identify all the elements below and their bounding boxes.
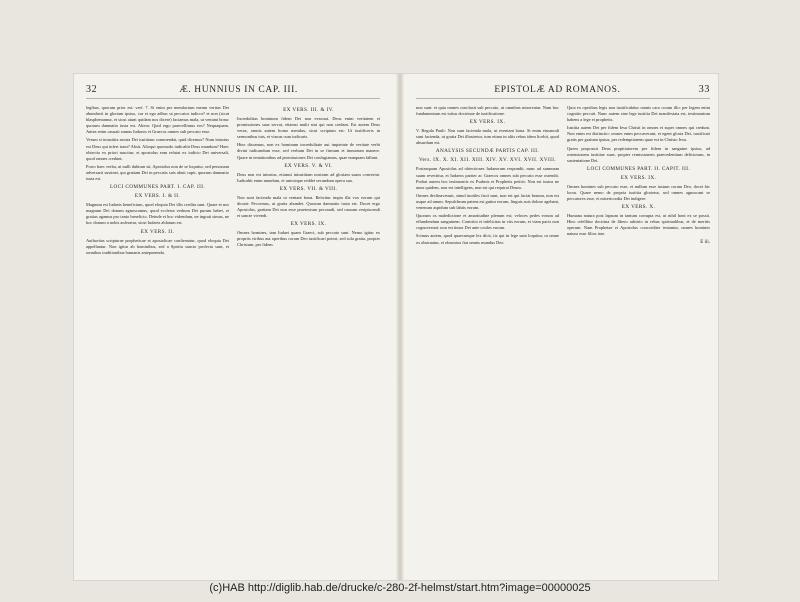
section-heading: EX VERS. IX. (290, 221, 327, 228)
left-running-title: Æ. HUNNIUS IN CAP. III. (179, 85, 298, 95)
left-page-number: 32 (86, 84, 98, 95)
image-credit-caption: (c)HAB http://diglib.hab.de/drucke/c-280-2f-helmst/start.htm?image=00000025 (209, 582, 591, 594)
text-paragraph: Omnes homines, tam Iudaei quam Graeci, sub peccato sunt. Nemo igitur ex propriis viribus aut operibus coram Deo iustificari potest, sed sola gratia, propter Christum, per fidem. (237, 230, 380, 248)
section-heading: EX VERS. VII. & VIII. (279, 185, 338, 192)
text-paragraph: Quorum os maledictione et amaritudine plenum est; veloces pedes eorum ad effundendum sanguinem. Contritio et infelicitas in viis eorum, et viam pacis non cognoverunt: non est timor Dei ante oculos eorum. (416, 213, 559, 231)
text-paragraph: Authoritas scripturae propheticae et apostolicae confirmatur, quod eloquia Dei appellantur. Non igitur ab hominibus, sed a Spiritu sancto profecta sunt, et omnibus traditionibus humanis anteponenda. (86, 237, 229, 255)
text-paragraph: legibus, quorum prior est: verf. 7. Si enim per mendacium meum veritas Dei abundavit in gloriam ipsius, cur et ego adhuc ut peccator iudicor? et non (sicut blasphemamur, et sicut aiunt quidam nos dicere) faciamus mala, ut veniant bona: quorum damnatio iusta est. Altera: Quid ergo praecellimus eos? Nequaquam. Antea enim causati sumus Iudaeos et Graecos omnes sub peccato esse. (86, 105, 229, 135)
left-page (74, 74, 392, 580)
text-paragraph: Omnes homines sub peccato esse, et nullum esse iustum coram Deo, docet hic locus. Quare nemo de propria iustitia glorietur, sed omnes agnoscant se peccatores esse, et misericordia Dei indigere. (567, 183, 710, 202)
section-heading: LOCI COMMUNES PART. I. CAP. III. (109, 184, 206, 191)
text-paragraph: Magnum est Iudaeis beneficium, quod eloquia Dei illis credita sunt. Quare et nos magnum Dei donum agnoscamus, quod ecclesia verbum Dei purum habet, et gratias agamus pro tanto beneficio. Deinde et hoc videndum, ne ingrati simus, ne hoc donum a nobis auferatur, sicut Iudaeis ablatum est. (86, 202, 229, 226)
right-running-title: EPISTOLÆ AD ROMANOS. (494, 85, 621, 95)
text-paragraph: Posteaquam Apostolus ad obiectiones Iudaeorum respondit, nunc ad summam suam revertitur, et Iudaeos pariter ac Graecos omnes sub peccato esse ostendit. Probat autem hoc testimoniis ex Psalmis et Prophetis petitis: Non est iustus ne unus quidem, non est intelligens, non est qui requirat Deum. (416, 166, 559, 190)
text-paragraph: V. Regula Pauli: Non sunt facienda mala, ut eveniant bona. Si enim eiusmodi sunt facienda, ut gratia Dei illustretur, tum etiam in aliis rebus idem licebit, quod absurdum est. (416, 128, 559, 146)
section-heading: Vers. IX. X. XI. XII. XIII. XIV. XV. XVI. XVII. XVIII. (418, 157, 557, 164)
right-columns (416, 105, 710, 575)
book-gutter (396, 74, 404, 580)
book-spread (74, 74, 718, 580)
text-paragraph: Quem proposuit Deus propitiatorem per fidem in sanguine ipsius, ad ostensionem iustitiae suae, propter remissionem praecedentium delictorum, in sustentatione Dei. (567, 145, 710, 163)
text-paragraph: Humana natura post lapsum in tantum corrupta est, ut nihil boni ex se possit. Hinc refellitur doctrina de libero arbitrio in rebus spiritualibus, et de meritis operum. Nam Prophetae et Apostolus concorditer testantur, omnes homines natura esse filios irae. (567, 213, 710, 237)
text-paragraph: Hinc discamus, non ex hominum incredulitate aut impietate de veritate verbi divini iudicandum esse, sed verbum Dei in se firmum et immotum manere. Quare in tentationibus ad promissiones Dei confugiamus, quae nunquam fallunt. (237, 142, 380, 160)
text-paragraph: Deus non est iniustus, etiamsi iniustitiam nostram ad gloriam suam convertat. Iudicabit enim mundum, et unicuique reddet secundum opera sua. (237, 171, 380, 183)
left-running-head (86, 84, 380, 99)
right-column-2 (567, 105, 710, 575)
section-heading: EX VERS. V. & VI. (284, 162, 333, 169)
left-columns (86, 105, 380, 575)
section-heading: EX VERS. X. (621, 204, 656, 211)
section-heading: EX VERS. IX. (469, 119, 506, 126)
right-page (404, 74, 722, 580)
text-paragraph: non sunt: et quia omnes conclusit sub peccato, ut omnibus misereatur. Nam hoc fundamentum est totius doctrinae de iustificatione. (416, 105, 559, 117)
section-heading: EX VERS. IX. (620, 174, 657, 181)
section-heading: EX VERS. II. (140, 228, 175, 235)
right-page-number: 33 (698, 84, 710, 95)
text-paragraph: Iustitia autem Dei per fidem Iesu Christi in omnes et super omnes qui credunt. Non enim est distinctio: omnes enim peccaverunt, et egent gloria Dei, iustificati gratis per gratiam ipsius, per redemptionem quae est in Christo Iesu. (567, 125, 710, 143)
text-paragraph: Omnes declinaverunt, simul inutiles facti sunt, non est qui faciat bonum, non est usque ad unum. Sepulchrum patens est guttur eorum, linguis suis dolose agebant, venenum aspidum sub labiis eorum. (416, 192, 559, 211)
text-paragraph: Quia ex operibus legis non iustificabitur omnis caro coram illo: per legem enim cognitio peccati. Nunc autem sine lege iustitia Dei manifestata est, testimonium habens a lege et prophetis. (567, 105, 710, 123)
text-paragraph: Non sunt facienda mala ut veniant bona. Reiicitur impia illa vox eorum qui dicunt: Peccemus, ut gratia abundet. Quorum damnatio iusta est. Docet ergo Apostolus, gratiam Dei non esse praetextum peccandi, sed causam resipiscendi et sancte vivendi. (237, 194, 380, 219)
right-column-1 (416, 105, 559, 575)
text-paragraph: Porro haec verba, ut nulli dubium sit, Apostolus non de se loquitur, sed personam adversarii sustinet, qui gratiam Dei in peccatis suis abuti cupit, quorum damnatio iusta est. (86, 163, 229, 182)
section-heading: EX VERS. III. & IV. (283, 107, 334, 113)
left-column-2 (237, 105, 380, 575)
section-heading: LOCI COMMUNES PART. II. CAPIT. III. (586, 165, 691, 172)
right-running-head (416, 84, 710, 99)
section-heading: ANALYSIS SECUNDÆ PARTIS CAP. III. (435, 148, 540, 155)
text-paragraph: Incredulitas hominum fidem Dei non evacuat. Deus enim veritatem et promissiones suas servat, etiamsi multi sint qui non credant. Est autem Deus verax, omnis autem homo mendax, sicut scriptum est: Ut iustificeris in sermonibus tuis, et vincas cum iudicaris. (237, 116, 380, 140)
left-column-1 (86, 105, 229, 575)
section-heading: EX VERS. I. & II. (134, 193, 181, 200)
text-paragraph: Scimus autem, quod quaecunque lex dicit, iis qui in lege sunt loquitur, ut omne os obstruatur, et obnoxius fiat omnis mundus Deo. (416, 233, 559, 245)
text-paragraph: Verum si iniustitia nostra Dei iustitiam commendat, quid dicemus? Num iniustus est Deus qui infert iram? Absit. Alioqui quomodo iudicabit Deus mundum? Haec obiectio ex priori nascitur, et apostolus eam refutat ex iudicio Dei universali, quod omnes credunt. (86, 137, 229, 161)
signature-mark: E iii. (700, 239, 710, 245)
